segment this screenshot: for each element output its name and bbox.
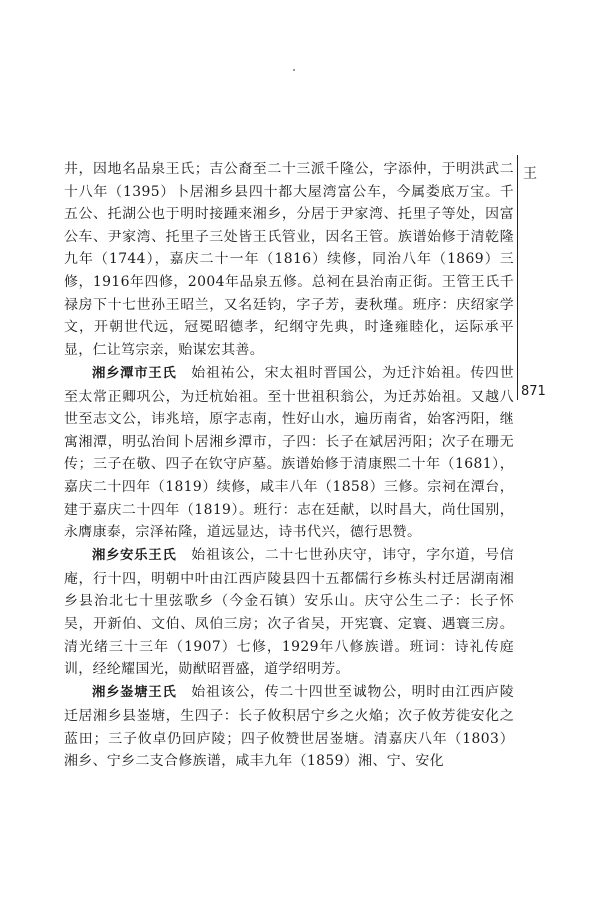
entry-title: 湘乡潭市王氏 [92, 365, 177, 381]
entry-text: 始祖该公，传二十四世至诚物公，明时由江西庐陵迁居湘乡县崟塘，生四子：长子攸积居宁乡之火焔；次子攸芳徙安化之蓝田；三子攸卓仍回庐陵；四子攸赞世居崟塘。清嘉庆八年（1803）湘乡、宁乡二支合修族谱，咸丰九年（1859）湘、宁、安化 [64, 684, 514, 770]
entry-gap [177, 684, 192, 700]
body-text [64, 158, 514, 773]
entry-title: 湘乡安乐王氏 [92, 548, 177, 564]
entry-text [177, 365, 192, 381]
paragraph-continuation [64, 158, 514, 361]
entry-gap [177, 547, 192, 563]
margin-rule [517, 155, 518, 400]
entry-xiangxiang-tanshi [64, 362, 514, 544]
scan-speck [293, 69, 295, 71]
entry-text: 始祖祐公，宋太祖时晋国公，为迁汴始祖。传四世至太常正卿巩公，为迁杭始祖。至十世祖积翁公，为迁苏始祖。又越八世至志文公，讳兆培，原字志南，性好山水，遍历南省，始客沔阳，继寓湘潭，明弘治间卜居湘乡潭市，子四：长子在斌居沔阳；次子在珊无传；三子在敬、四子在钦守庐墓。族谱始修于清康熙二十年（1681），嘉庆二十四年（1819）续修，咸丰八年（1858）三修。宗祠在潭台，建于嘉庆二十四年（1819）。班行：志在廷献，以时昌大，尚仕国别，永膺康泰，宗泽祐隆，道远显达，诗书代兴，德行思赞。 [64, 364, 514, 541]
page-number: 871 [521, 384, 546, 399]
entry-xiangxiang-yintang [64, 681, 514, 772]
entry-title: 湘乡崟塘王氏 [92, 685, 177, 701]
entry-text: 始祖该公，二十七世孙庆守，讳守，字尔道，号信庵，行十四，明朝中叶由江西庐陵县四十五都儒行乡栋头村迁居湖南湘乡县治北七十里弦歌乡（今金石镇）安乐山。庆守公生二子：长子怀吴，开新伯、文伯、凤伯三房；次子省吴，开宪寰、定寰、遇寰三房。清光绪三十三年（1907）七修，1929年八修族谱。班词：诗礼传庭训，经纶耀国光，勋猷昭晋盛，道学绍明芳。 [64, 547, 514, 678]
entry-xiangxiang-anle [64, 544, 514, 681]
paragraph-text: 井，因地名品泉王氏；吉公裔至二十三派千隆公，字添仲，于明洪武二十八年（1395）卜居湘乡县四十都大屋湾富公车，今属娄底万宝。千五公、托湖公也于明时接踵来湘乡，分居于尹家湾、托里子等处，因富公车、尹家湾、托里子三处皆王氏管业，因名王管。族谱始修于清乾隆九年（1744），嘉庆二十一年（1816）续修，同治八年（1869）三修，1916年四修，2004年品泉五修。总祠在县治南正街。王管王氏千禄房下十七世孙王昭兰，又名廷钧，字子芳，妻秋瑾。班序：庆绍家学文，开朝世代远，冠冕昭德孝，纪纲守先典，时逢雍睦化，运际承平显，仁让笃宗亲，贻谋宏其善。 [64, 161, 514, 358]
section-surname-tab: 王 [523, 166, 537, 182]
